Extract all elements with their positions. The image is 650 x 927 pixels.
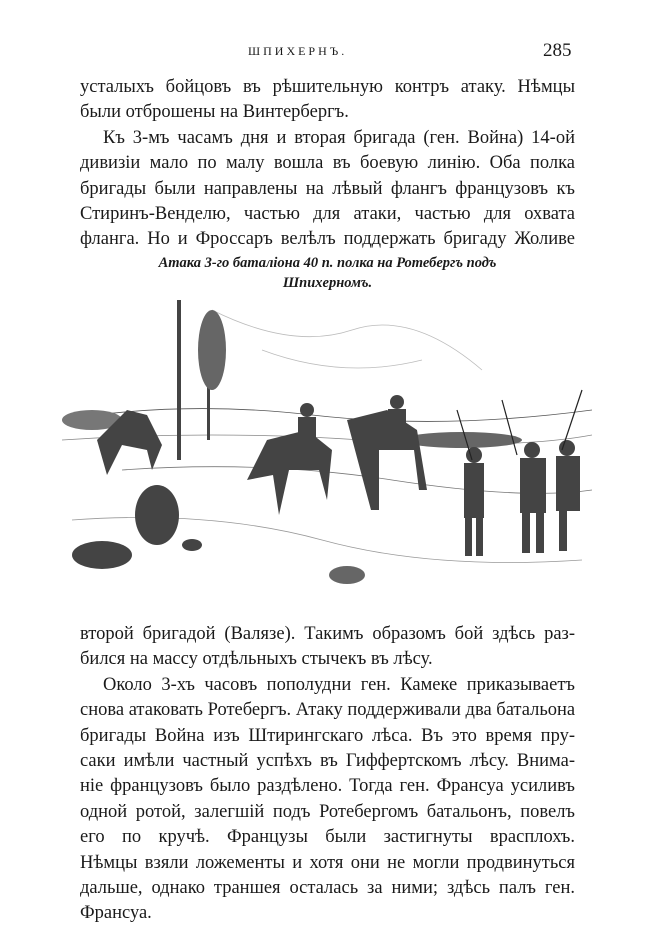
- text-line: усталыхъ бойцовъ въ рѣшительную контръ атаку. Нѣмцы: [80, 77, 575, 97]
- text-line: Около 3-хъ часовъ пополудни ген. Камеке приказываетъ: [103, 674, 575, 695]
- text-line: были отброшены на Винтербергъ.: [80, 102, 349, 123]
- battle-engraving-illustration: [62, 290, 592, 618]
- text-block-bottom: [80, 622, 575, 927]
- text-line: дальше, однако траншея осталась за ними; здѣсь палъ ген.: [80, 877, 575, 898]
- text-line: Франсуа.: [80, 903, 152, 924]
- caption-line: Атака 3-го баталіона 40 п. полка на Ротебергъ подъ: [158, 255, 497, 271]
- text-line: бригады были направлены на лѣвый флангъ французовъ къ: [80, 178, 575, 199]
- text-block-top: [80, 75, 575, 253]
- figure-caption: [80, 253, 575, 293]
- text-line: одной ротой, залегшій подъ Ротебергомъ батальонъ, повелъ: [80, 801, 575, 822]
- text-line: снова атаковать Ротебергъ. Атаку поддерживали два батальона: [80, 700, 576, 721]
- text-line: Стиринъ-Венделю, частью для атаки, частью для охвата: [80, 203, 575, 224]
- text-line: бился на массу отдѣльныхъ стычекъ въ лѣсу.: [80, 649, 433, 670]
- text-line: ніе французовъ было раздѣлено. Тогда ген. Франсуа усиливъ: [80, 776, 575, 797]
- text-line: Къ 3-мъ часамъ дня и вторая бригада (ген. Война) 14-ой: [103, 127, 575, 148]
- page-header: [0, 40, 650, 64]
- caption-line: Шпихерномъ.: [282, 275, 373, 291]
- text-line: бригады Война изъ Штирингскаго лѣса. Въ это время пру-: [80, 725, 575, 746]
- page-number: 285: [543, 40, 572, 61]
- text-line: его по кручѣ. Французы были застигнуты врасплохъ.: [80, 827, 575, 848]
- text-line: дивизіи мало по малу вошла въ боевую линію. Оба полка: [80, 153, 575, 174]
- running-title: ШПИХЕРНЪ.: [248, 44, 348, 58]
- text-line: саки имѣли частный успѣхъ въ Гиффертскомъ лѣсу. Внима-: [80, 750, 575, 771]
- text-line: Нѣмцы взяли ложементы и хотя они не могли продвинуться: [80, 852, 575, 873]
- text-line: второй бригадой (Валязе). Такимъ образомъ бой здѣсь раз-: [80, 624, 575, 644]
- text-line: фланга. Но и Фроссаръ велѣлъ поддержать бригаду Жоливе: [80, 229, 575, 250]
